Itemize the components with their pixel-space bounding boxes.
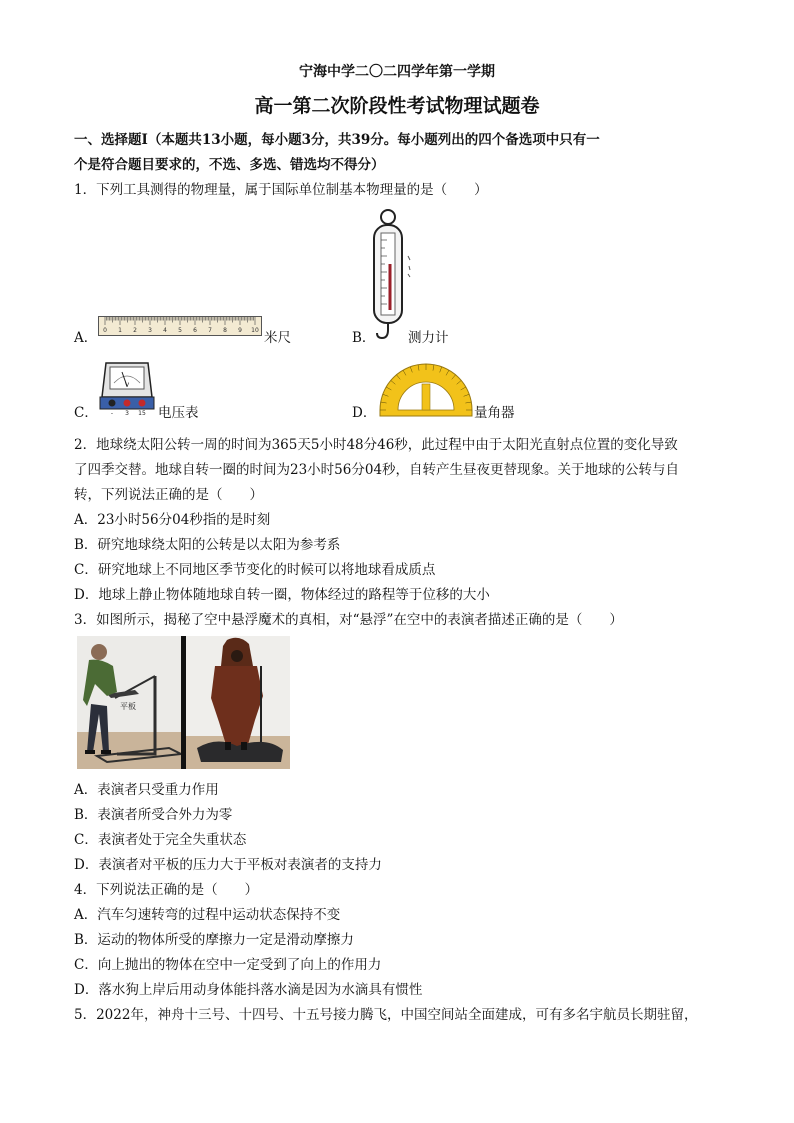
q3-stem: 3．如图所示，揭秘了空中悬浮魔术的真相，对“悬浮”在空中的表演者描述正确的是（ ） [74,612,623,628]
ruler-number: 3 [148,327,152,334]
q2-option-c: C．研究地球上不同地区季节变化的时候可以将地球看成质点 [74,562,436,578]
ruler-number: 5 [178,327,182,334]
q3-option-d: D．表演者对平板的压力大于平板对表演者的支持力 [74,857,382,873]
section-heading-line2: 个是符合题目要求的，不选、多选、错选均不得分） [74,157,385,173]
voltmeter-letter: V [124,382,130,389]
q2-option-a: A．23小时56分04秒指的是时刻 [74,512,271,528]
page-title: 高一第二次阶段性考试物理试题卷 [254,95,540,117]
levitation-photo [77,636,290,769]
q1-option-c-label: 电压表 [158,405,199,421]
ruler-number: 8 [223,327,227,334]
q1-option-b-label: 测力计 [408,330,449,346]
q2-stem-line3: 转，下列说法正确的是（ ） [74,487,263,503]
ruler-number: 2 [133,327,137,334]
ruler-figure [98,316,263,336]
q4-option-a: A．汽车匀速转弯的过程中运动状态保持不变 [74,907,341,923]
q1-option-c-letter: C． [74,405,98,421]
ruler-number: 9 [238,327,242,334]
q5-stem-line1: 5．2022年，神舟十三号、十四号、十五号接力腾飞，中国空间站全面建成，可有多名宇航员长期驻留， [74,1007,698,1023]
ruler-number: 10 [251,327,259,334]
ruler-number: 1 [118,327,122,334]
q4-option-b: B．运动的物体所受的摩擦力一定是滑动摩擦力 [74,932,354,948]
ruler-number: 7 [208,327,212,334]
q1-stem: 1．下列工具测得的物理量，属于国际单位制基本物理量的是（ ） [74,182,488,198]
q3-option-a: A．表演者只受重力作用 [74,782,219,798]
q4-stem: 4．下列说法正确的是（ ） [74,882,259,898]
q3-option-c: C．表演者处于完全失重状态 [74,832,247,848]
section-heading-line1: 一、选择题Ⅰ（本题共13小题，每小题3分，共39分。每小题列出的四个备选项中只有一 [74,132,600,148]
q4-option-c: C．向上抛出的物体在空中一定受到了向上的作用力 [74,957,382,973]
q2-stem-line1: 2．地球绕太阳公转一周的时间为365天5小时48分46秒，此过程中由于太阳光直射点位置的变化导致 [74,437,678,453]
ruler-number: 6 [193,327,197,334]
q1-option-b-letter: B． [352,330,376,346]
school-header: 宁海中学二〇二四学年第一学期 [299,64,495,80]
q1-option-a-letter: A． [74,330,98,346]
protractor-figure [378,364,474,416]
q2-option-d: D．地球上静止物体随地球自转一圈，物体经过的路程等于位移的大小 [74,587,490,603]
voltmeter-figure [98,359,156,415]
voltmeter-terminal-label: - [110,410,114,417]
voltmeter-terminal-label: 15 [138,410,146,417]
ruler-number: 4 [163,327,167,334]
q1-option-d-letter: D． [352,405,377,421]
q1-option-a-label: 米尺 [264,330,291,346]
spring-scale-figure [370,206,420,344]
q2-option-b: B．研究地球绕太阳的公转是以太阳为参考系 [74,537,341,553]
q3-option-b: B．表演者所受合外力为零 [74,807,233,823]
photo-plate-label: 平板 [120,702,136,711]
voltmeter-terminal-label: 3 [125,410,129,417]
ruler-number: 0 [103,327,107,334]
q2-stem-line2: 了四季交替。地球自转一圈的时间为23小时56分04秒，自转产生昼夜更替现象。关于地球的公转与自 [74,462,680,478]
q1-option-d-label: 量角器 [474,405,515,421]
q4-option-d: D．落水狗上岸后用动身体能抖落水滴是因为水滴具有惯性 [74,982,423,998]
